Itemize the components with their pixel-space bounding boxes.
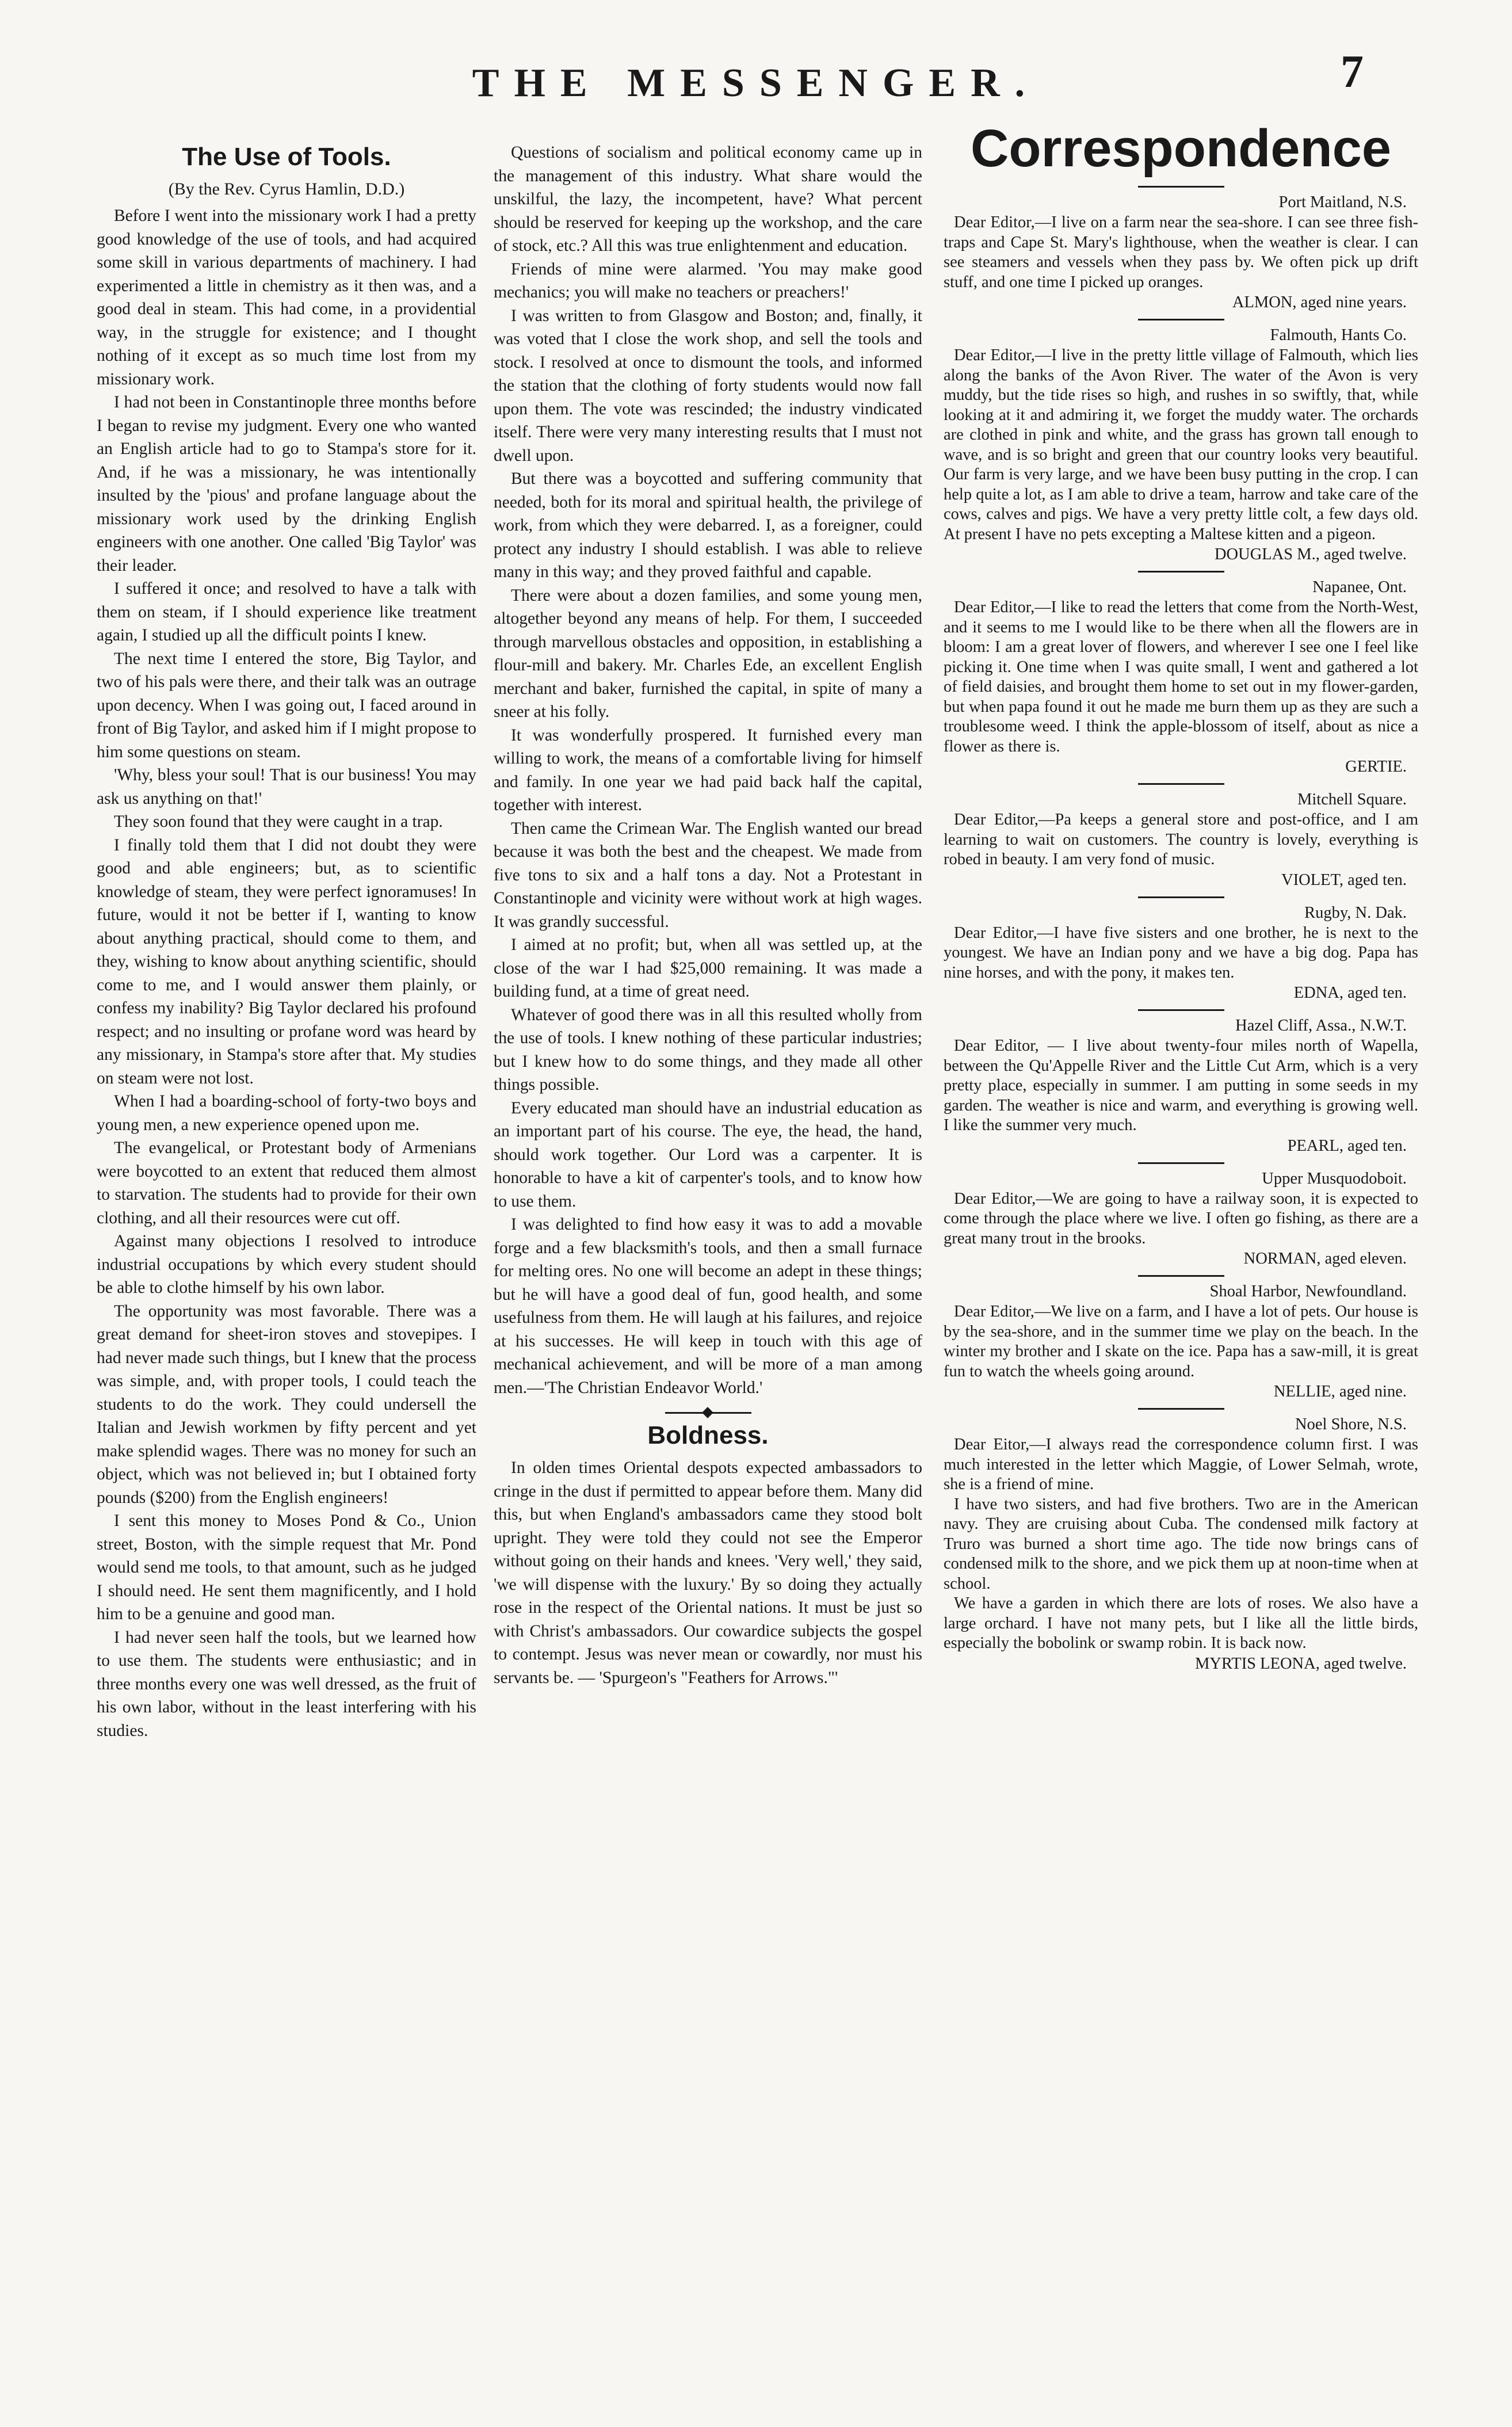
divider [1138, 1009, 1224, 1011]
paragraph: I had not been in Constantinople three months before I began to revise my judgment. Every one who wanted an English article had to go to Stampa's store for it. And, if he was a missionary, he was intentionally insulted by the 'pious' and profane language about the missionary work used by the drinking English engineers with one another. One called 'Big Taylor' was their leader. [97, 393, 476, 575]
letter-text: We have a garden in which there are lots of roses. We also have a large orchard. I have not many pets, but I like all the little birds, especially the bobolink or swamp robin. It is back now. [944, 1594, 1418, 1652]
paragraph: Then came the Crimean War. The English wanted our bread because it was both the best and the cheapest. We made from five tons to six and a half tons a day. Not a Protestant in Constantinople and vicinity were without work at high wages. It was grandly successful. [494, 819, 922, 931]
paragraph: I finally told them that I did not doubt they were good and able engineers; but, as to scientific knowledge of steam, they were perfect ignoramuses! In future, would it not be better if I, wanting to know about anything practical, should come to them, and they, wishing to know about anything scientific, should come to me, and I would answer them plainly, or confess my inability? Big Taylor declared his profound respect; and no insulting or profane word was heard by any missionary, in Stampa's store after that. My studies on steam were not lost. [97, 835, 476, 1087]
paragraph: 'Why, bless your soul! That is our business! You may ask us anything on that!' [97, 766, 476, 808]
letter-signature: NORMAN, aged eleven. [1243, 1250, 1407, 1268]
letter-text: Dear Eitor,—I always read the correspondence column first. I was much interested in the letter which Maggie, of Lower Selmah, wrote, she is a friend of mine. [944, 1436, 1418, 1493]
paragraph: Friends of mine were alarmed. 'You may make good mechanics; you will make no teachers or preachers!' [494, 260, 922, 302]
divider [1138, 783, 1224, 785]
paragraph: But there was a boycotted and suffering community that needed, both for its moral and spiritual health, the privilege of work, from which they were debarred. I, as a foreigner, could protect any industry I should establish. I was able to relieve many in this way; and they proved faithful and capable. [494, 470, 922, 581]
paragraph: It was wonderfully prospered. It furnished every man willing to work, the means of a comfortable living for himself and family. In one year we had paid back half the capital, together with interest. [494, 726, 922, 814]
letter-signature: GERTIE. [1345, 758, 1407, 776]
divider [1138, 1275, 1224, 1277]
letter-text: Dear Editor,—We live on a farm, and I have a lot of pets. Our house is by the sea-shore, and in the summer time we play on the beach. In the winter my brother and I skate on the ice. Papa has a saw-mill, it is great fun to watch the wheels going around. [944, 1303, 1418, 1380]
divider [1138, 896, 1224, 898]
letter-signature: NELLIE, aged nine. [1273, 1383, 1407, 1401]
paragraph: When I had a boarding-school of forty-two boys and young men, a new experience opened upon me. [97, 1092, 476, 1134]
letter-place: Rugby, N. Dak. [1304, 903, 1407, 922]
divider [1138, 571, 1224, 573]
paragraph: The evangelical, or Protestant body of Armenians were boycotted to an extent that reduced them almost to starvation. The students had to provide for their own clothing, and all their resources were cut off. [97, 1139, 476, 1227]
paragraph: The opportunity was most favorable. There was a great demand for sheet-iron stoves and stovepipes. I had never made such things, but I knew that the process was simple, and, with proper tools, I could teach the students to do the work. They could undersell the Italian and Jewish workmen by fifty percent and yet make splendid wages. There was no money for such an object, which was not believed in; but I obtained forty pounds ($200) from the English engineers! [97, 1302, 476, 1507]
letter-text: Dear Editor,—I live in the pretty little village of Falmouth, which lies along the banks of the Avon River. The water of the Avon is very muddy, but the tide rises so high, and rushes in so swiftly, that, while looking at it and admiring it, we forget the muddy water. The orchards are clothed in pink and white, and the grass has grown tall enough to wave, and is so bright and green that our country looks very beautiful. Our farm is very large, and we have been busy putting in the crop. I can help quite a lot, as I am able to drive a team, harrow and take care of the cows, calves and pigs. We have a very pretty little colt, a few days old. At present I have no pets excepting a Maltese kitten and a pigeon. [944, 346, 1418, 543]
letter-place: Shoal Harbor, Newfoundland. [1209, 1283, 1407, 1300]
article-title: Boldness. [647, 1421, 769, 1449]
letter-place: Port Maitland, N.S. [1278, 193, 1407, 211]
letter-place: Falmouth, Hants Co. [1270, 326, 1407, 344]
letter-place: Hazel Cliff, Assa., N.W.T. [1235, 1017, 1407, 1035]
letter-signature: MYRTIS LEONA, aged twelve. [1195, 1654, 1407, 1673]
divider [1138, 319, 1224, 320]
letter-place: Noel Shore, N.S. [1295, 1415, 1407, 1433]
paragraph: I suffered it once; and resolved to have a talk with them on steam, if I should experience like treatment again, I studied up all the difficult points I knew. [97, 579, 476, 644]
divider [1138, 1162, 1224, 1164]
paragraph: I sent this money to Moses Pond & Co., Union street, Boston, with the simple request that Mr. Pond would send me tools, to that amount, such as he judged I should need. He sent them magnificently, and I hold him to be a genuine and good man. [97, 1512, 476, 1623]
letter-signature: PEARL, aged ten. [1287, 1136, 1407, 1155]
column-3 [944, 119, 1418, 1674]
letter-signature: EDNA, aged ten. [1293, 984, 1407, 1002]
letter-place: Upper Musquodoboit. [1262, 1169, 1407, 1188]
letter-signature: DOUGLAS M., aged twelve. [1214, 545, 1407, 563]
letter-text: Dear Editor,—I like to read the letters that come from the North-West, and it seems to me I would like to be there when all the flowers are in bloom: I am a great lover of flowers, and wherever I see one I feel like picking it. One time when I was quite small, I went and gathered a lot of field daisies, and brought them home to set out in my flower-garden, but when papa found it out he made me burn them up as they are such a troublesome weed. I think the apple-blossom of itself, about as nice a flower as there is. [944, 598, 1418, 755]
column-1 [97, 141, 476, 1742]
paragraph: I was delighted to find how easy it was to add a movable forge and a few blacksmith's tools, and then a small furnace for melting ores. No one will become an adept in these things; but he will have a good deal of fun, good health, and some usefulness from them. He will laugh at his failures, and rejoice at his successes. He will keep in touch with this age of mechanical achievement, and will be more of a man among men.—'The Christian Endeavor World.' [494, 1215, 922, 1397]
paragraph: Before I went into the missionary work I had a pretty good knowledge of the use of tools, and had acquired some skill in various departments of machinery. I had experimented a little in chemistry as it then was, and a good deal in steam. This had come, in a providential way, in the struggle for existence; and I thought nothing of it except as so much time lost from my missionary work. [97, 207, 476, 388]
paragraph: There were about a dozen families, and some young men, altogether beyond any means of help. For them, I succeeded through marvellous obstacles and opposition, in establishing a flour-mill and bakery. Mr. Charles Ede, an excellent English merchant and baker, furnished the capital, in spite of many a sneer at his folly. [494, 586, 922, 721]
section-divider [665, 1412, 751, 1414]
paragraph: I was written to from Glasgow and Boston; and, finally, it was voted that I close the work shop, and sell the tools and stock. I resolved at once to dismount the tools, and informed the station that the clothing of forty students would now fall upon them. The vote was rescinded; the industry vindicated itself. There were very many interesting results that I must not dwell upon. [494, 306, 922, 465]
masthead: THE MESSENGER. [472, 61, 1040, 105]
paragraph: Questions of socialism and political economy came up in the management of this industry. What share would the unskilful, the lazy, the incompetent, have? What percent should be reserved for keeping up the workshop, and the care of stock, etc.? All this was true enlightenment and education. [494, 143, 922, 255]
letter-text: Dear Editor,—We are going to have a railway soon, it is expected to come through the place where we live. I often go fishing, as there are a great many trout in the brooks. [944, 1189, 1418, 1247]
paragraph: Every educated man should have an industrial education as an important part of his course. The eye, the head, the hand, should work together. Our Lord was a carpenter. It is honorable to have a kit of carpenter's tools, and to know how to use them. [494, 1098, 922, 1211]
letter-place: Mitchell Square. [1297, 791, 1407, 808]
paragraph: Whatever of good there was in all this resulted wholly from the use of tools. I knew nothing of these particular industries; but I knew how to do some things, and they made all other things possible. [494, 1005, 922, 1094]
paragraph: I aimed at no profit; but, when all was settled up, at the close of the war I had $25,000 remaining. It was made a building fund, at a time of great need. [494, 936, 922, 1001]
column-2 [494, 141, 922, 1689]
letter-text: Dear Editor,—Pa keeps a general store and post-office, and I am learning to wait on customers. The country is lovely, everything is robed in beauty. I am very fond of music. [944, 811, 1418, 868]
paragraph: The next time I entered the store, Big Taylor, and two of his pals were there, and their talk was an outrage upon decency. When I was going out, I faced around in front of Big Taylor, and asked him if I might propose to him some questions on steam. [97, 649, 476, 761]
letter-signature: VIOLET, aged ten. [1281, 871, 1407, 889]
divider [1138, 1408, 1224, 1410]
letter-place: Napanee, Ont. [1312, 578, 1407, 596]
paragraph: They soon found that they were caught in a trap. [114, 812, 443, 831]
divider [1138, 186, 1224, 188]
letter-text: I have two sisters, and had five brothers. Two are in the American navy. They are cruising about Cuba. The condensed milk factory at Truro was burned a short time ago. The tide now brings cans of condensed milk to the shore, and we pick them up at noon-time when at school. [944, 1495, 1418, 1593]
article-byline: (By the Rev. Cyrus Hamlin, D.D.) [168, 180, 405, 199]
paragraph: Against many objections I resolved to introduce industrial occupations by which every student should be able to clothe himself by his own labor. [97, 1232, 476, 1297]
paragraph: I had never seen half the tools, but we learned how to use them. The students were enthusiastic; and in three months every one was well dressed, as the fruit of his own labor, without in the least interfering with his studies. [97, 1628, 476, 1740]
letter-signature: ALMON, aged nine years. [1232, 293, 1407, 311]
letter-text: Dear Editor,—I live on a farm near the sea-shore. I can see three fish-traps and Cape St. Mary's lighthouse, when the weather is clear. I can see steamers and vessels when they pass by. We often pick up drift stuff, and one time I picked up oranges. [944, 213, 1418, 291]
article-title: The Use of Tools. [182, 143, 391, 171]
letter-text: Dear Editor,—I have five sisters and one brother, he is next to the youngest. We have an Indian pony and we have a big dog. Papa has nine horses, and with the pony, it makes ten. [944, 924, 1418, 982]
page-number: 7 [1341, 47, 1364, 97]
paragraph: In olden times Oriental despots expected ambassadors to cringe in the dust if permitted to appear before them. Many did this, but when England's ambassadors came they stood bolt upright. They were told they could not see the Emperor without going on their hands and knees. 'Very well,' they said, 'we will dispense with the luxury.' By so doing they actually rose in the respect of the Oriental nations. It must be just so with Christ's ambassadors. Our cowardice subjects the gospel to contempt. Jesus was never mean or cowardly, nor must his servants be. — 'Spurgeon's "Feathers for Arrows."' [494, 1459, 922, 1687]
correspondence-title: Correspondence [970, 119, 1392, 178]
letter-text: Dear Editor, — I live about twenty-four miles north of Wapella, between the Qu'Appelle River and the Little Cut Arm, which is a very pretty place, especially in summer. I am putting in some seeds in my garden. The weather is nice and warm, and everything is growing well. I like the summer very much. [944, 1037, 1418, 1134]
